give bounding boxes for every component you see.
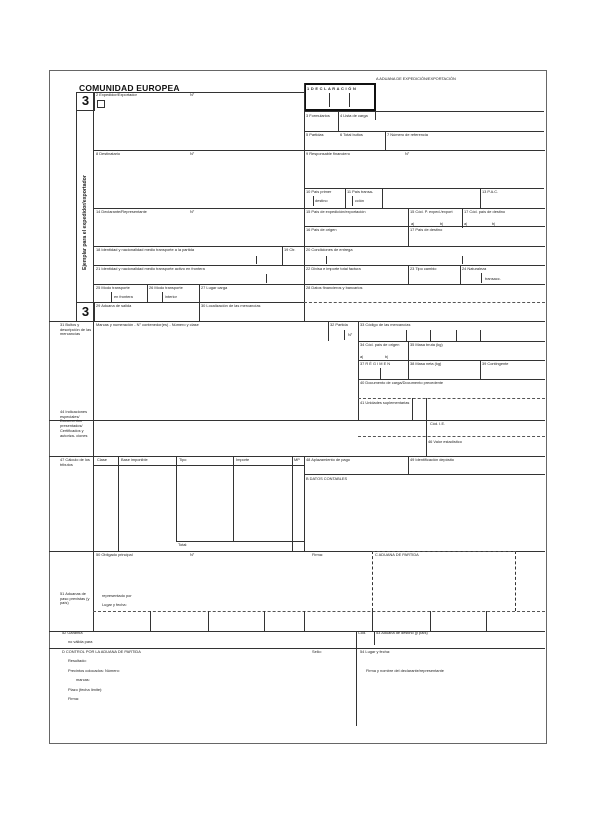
- form-border: [49, 70, 547, 744]
- form-title: COMUNIDAD EUROPEA: [79, 83, 180, 93]
- declaracion-label: 1 D E C L A R A C I Ó N: [307, 86, 357, 91]
- side-text: Ejemplar para el expedidor/exportador: [82, 175, 88, 270]
- checkbox[interactable]: [97, 100, 105, 108]
- aduana-expedicion-label: A ADUANA DE EXPEDICIÓN/EXPORTACIÓN: [376, 76, 456, 81]
- copy-number-box-bottom: 3: [76, 302, 95, 322]
- f2-label: 2 Expedidor/Exportador: [96, 92, 137, 97]
- copy-number-box: 3: [76, 92, 95, 111]
